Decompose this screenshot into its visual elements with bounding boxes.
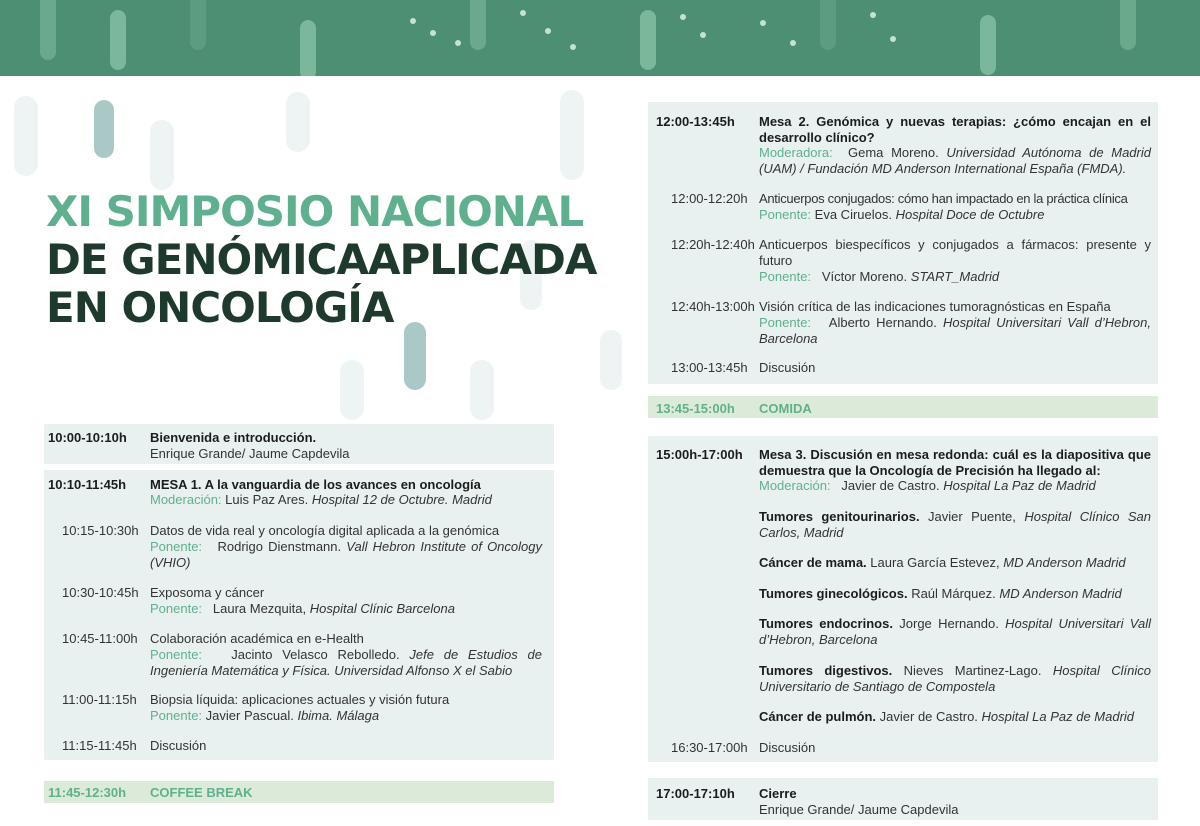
- coffee-break-time: 11:45-12:30h: [48, 785, 127, 800]
- mesa2-title: Mesa 2. Genómica y nuevas terapias: ¿cómo encajan en el desarrollo clínico?: [759, 114, 1151, 145]
- mesa1-moderator: Moderación: Luis Paz Ares. Hospital 12 de Octubre. Madrid: [150, 492, 492, 507]
- roundtable-item: Cáncer de mama. Laura García Estevez, MD Anderson Madrid: [759, 555, 1126, 570]
- mesa3-moderator: Moderación: Javier de Castro. Hospital La Paz de Madrid: [759, 478, 1096, 493]
- talk-item: Datos de vida real y oncología digital aplicada a la genómica Ponente: Rodrigo Dienstmann. Vall Hebron Institute of Oncology (VHIO): [150, 523, 542, 570]
- decor-pill: [470, 360, 494, 420]
- decor-pill: [150, 120, 174, 190]
- talk-time: 12:00-12:20h: [671, 191, 748, 206]
- welcome-time: 10:00-10:10h: [48, 430, 127, 445]
- discussion-label: Discusión: [759, 360, 816, 375]
- closing-title: Cierre: [759, 786, 797, 801]
- mesa1-title: MESA 1. A la vanguardia de los avances en oncología: [150, 477, 481, 492]
- roundtable-item: Tumores genitourinarios. Javier Puente, Hospital Clínico San Carlos, Madrid: [759, 509, 1151, 540]
- discussion-label: Discusión: [759, 740, 816, 755]
- coffee-break-label: COFFEE BREAK: [150, 785, 253, 800]
- header-band: [0, 0, 1200, 76]
- decor-pill: [600, 330, 622, 390]
- decor-pill: [286, 92, 310, 152]
- talk-item: Colaboración académica en e-Health Ponente: Jacinto Velasco Rebolledo. Jefe de Estudios de Ingeniería Matemática y Física. Universidad Alfonso X el Sabio: [150, 631, 542, 678]
- talk-time: 11:00-11:15h: [62, 692, 137, 707]
- mesa2-time: 12:00-13:45h: [656, 114, 735, 129]
- talk-item: Biopsia líquida: aplicaciones actuales y visión futura Ponente: Javier Pascual. Ibima. Málaga: [150, 692, 450, 723]
- mesa3-title: Mesa 3. Discusión en mesa redonda: cuál es la diapositiva que demuestra que la Oncología de Precisión ha llegado al:: [759, 447, 1151, 478]
- roundtable-item: Tumores ginecológicos. Raúl Márquez. MD Anderson Madrid: [759, 586, 1122, 601]
- discussion-time: 16:30-17:00h: [671, 740, 748, 755]
- decor-pill: [560, 90, 584, 180]
- talk-time: 10:30-10:45h: [62, 585, 139, 600]
- decor-pill: [340, 360, 364, 420]
- title-line-1: XI SIMPOSIO NACIONAL: [46, 187, 584, 236]
- welcome-speakers: Enrique Grande/ Jaume Capdevila: [150, 446, 350, 461]
- mesa3-time: 15:00h-17:00h: [656, 447, 743, 462]
- decor-pill: [14, 96, 38, 176]
- discussion-time: 11:15-11:45h: [62, 738, 137, 753]
- talk-item: Visión crítica de las indicaciones tumoragnósticas en España Ponente: Alberto Hernando. Hospital Universitari Vall d’Hebron, Barcelona: [759, 299, 1151, 346]
- talk-time: 12:40h-13:00h: [671, 299, 755, 314]
- closing-time: 17:00-17:10h: [656, 786, 735, 801]
- decor-pill: [94, 100, 114, 158]
- roundtable-item: Tumores digestivos. Nieves Martinez-Lago. Hospital Clínico Universitario de Santiago de Compostela: [759, 663, 1151, 694]
- talk-time: 12:20h-12:40h: [671, 237, 755, 252]
- symposium-title: [46, 188, 596, 332]
- roundtable-item: Tumores endocrinos. Jorge Hernando. Hospital Universitari Vall d’Hebron, Barcelona: [759, 616, 1151, 647]
- welcome-title: Bienvenida e introducción.: [150, 430, 317, 445]
- talk-item: Anticuerpos conjugados: cómo han impactado en la práctica clínica Ponente: Eva Ciruelos. Hospital Doce de Octubre: [759, 191, 1128, 222]
- decor-pill: [404, 322, 426, 390]
- closing-speakers: Enrique Grande/ Jaume Capdevila: [759, 802, 959, 817]
- discussion-label: Discusión: [150, 738, 207, 753]
- talk-item: Exposoma y cáncer Ponente: Laura Mezquita, Hospital Clínic Barcelona: [150, 585, 455, 616]
- title-line-2: DE GENÓMICAAPLICADA: [46, 235, 597, 284]
- lunch-time: 13:45-15:00h: [656, 401, 735, 416]
- lunch-label: COMIDA: [759, 401, 812, 416]
- roundtable-item: Cáncer de pulmón. Javier de Castro. Hospital La Paz de Madrid: [759, 709, 1135, 724]
- title-line-3: EN ONCOLOGÍA: [46, 283, 394, 332]
- mesa2-moderator: Moderadora: Gema Moreno. Universidad Autónoma de Madrid (UAM) / Fundación MD Anderson International España (FMDA).: [759, 145, 1151, 176]
- mesa1-time: 10:10-11:45h: [48, 477, 127, 492]
- discussion-time: 13:00-13:45h: [671, 360, 748, 375]
- talk-time: 10:45-11:00h: [62, 631, 138, 646]
- talk-item: Anticuerpos biespecíficos y conjugados a fármacos: presente y futuro Ponente: Víctor Moreno. START_Madrid: [759, 237, 1151, 284]
- talk-time: 10:15-10:30h: [62, 523, 139, 538]
